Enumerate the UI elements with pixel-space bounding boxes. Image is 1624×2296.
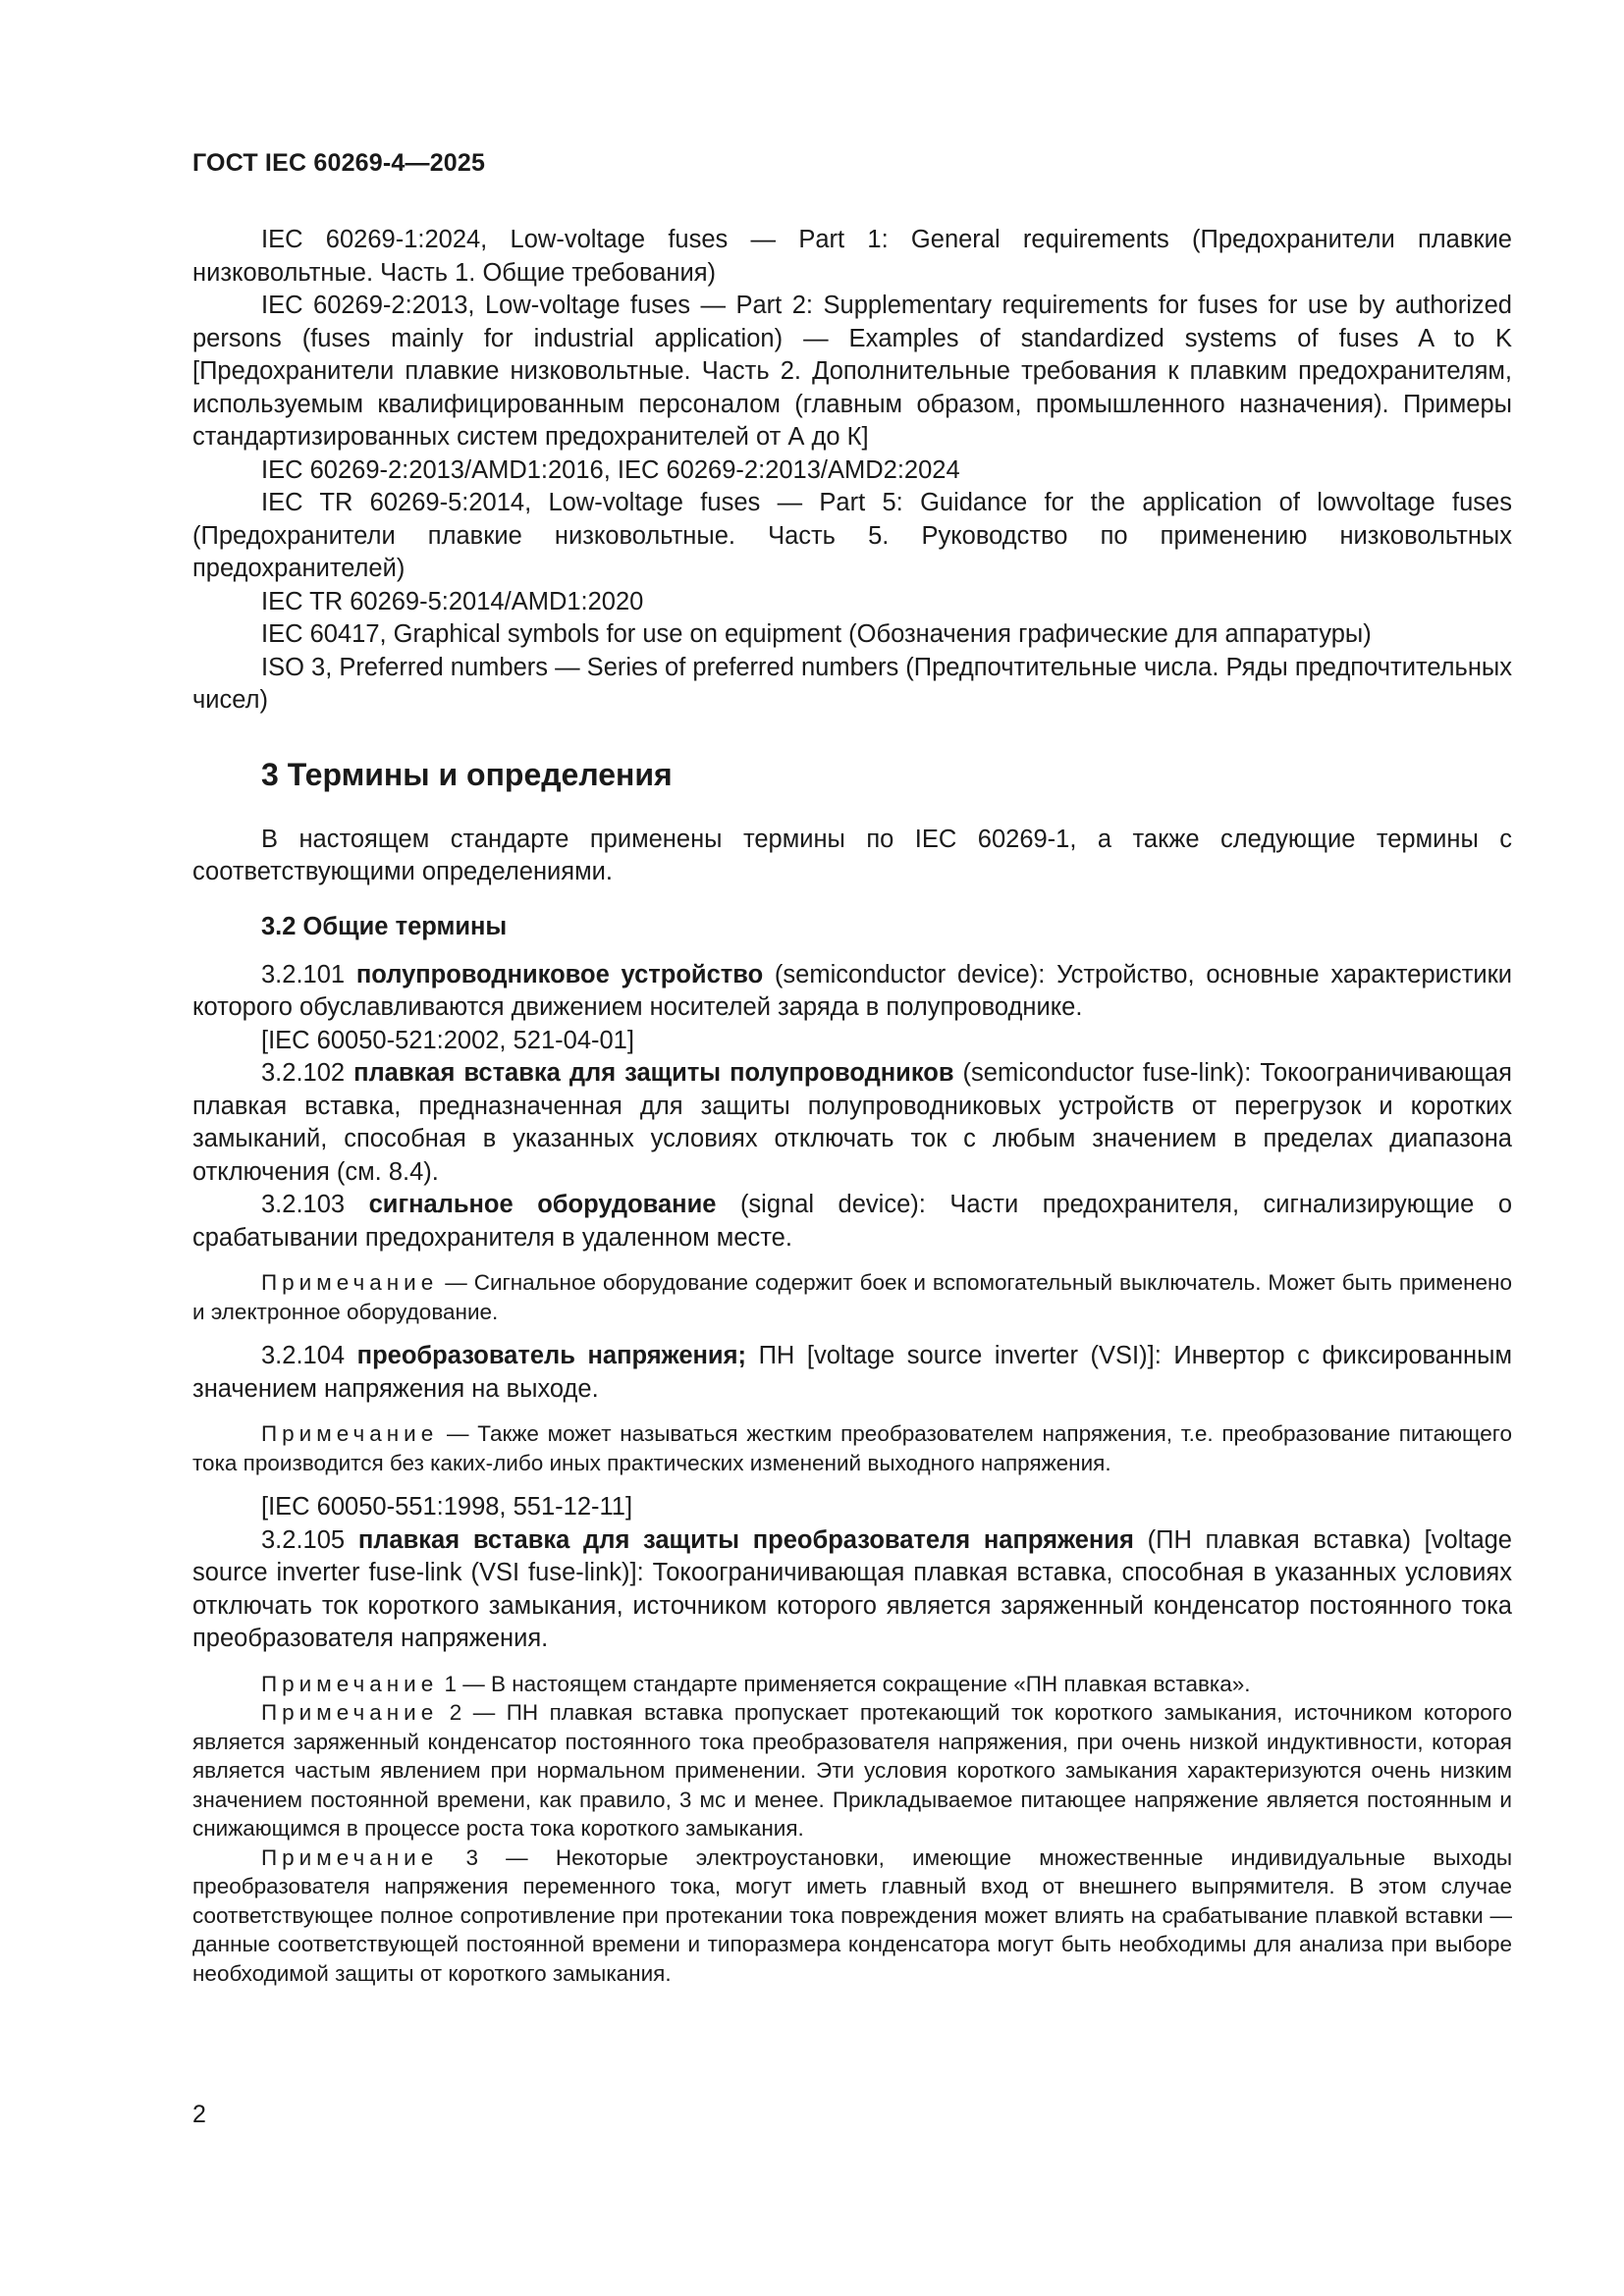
term-3-2-104 (192, 1340, 1512, 1406)
term-3-2-103 (192, 1189, 1512, 1255)
term-number: 3.2.101 (261, 960, 356, 988)
term-source: [IEC 60050-551:1998, 551-12-11] (261, 1493, 633, 1521)
reference-item: IEC TR 60269-5:2014/AMD1:2020 (261, 587, 644, 615)
term-name: плавкая вставка для защиты полупроводников (353, 1059, 954, 1087)
reference-item: ISO 3, Preferred numbers — Series of preferred numbers (Предпочтительные числа. Ряды предпочтительных чисел) (192, 653, 1512, 714)
note-text: 3 — Некоторые электроустановки, имеющие множественные индивидуальные выходы преобразователя напряжения переменного тока, могут иметь главный вход от внешнего выпрямителя. В этом случае соответствующее полное сопротивление при протекании тока повреждения может влиять на срабатывание плавкой вставки — данные соответствующей постоянной времени и типоразмера конденсатора могут быть необходимы для анализа при выборе необходимой защиты от короткого замыкания. (192, 1844, 1512, 1986)
term-name: полупроводниковое устройство (355, 960, 764, 988)
term-3-2-101 (192, 959, 1512, 1025)
note-label: Примечание (261, 1421, 439, 1446)
term-definition: (ПН плавкая вставка) [voltage source inverter fuse-link (VSI fuse-link)]: Токоограничивающая плавкая вставка, способная в указанных условиях отключать ток короткого замыкания, источником которого является заряженный конденсатор постоянного тока преобразователя напряжения. (192, 1525, 1512, 1652)
spacer (192, 794, 1512, 824)
term-number: 3.2.103 (261, 1191, 369, 1218)
term-number: 3.2.104 (261, 1342, 357, 1369)
term-source: [IEC 60050-521:2002, 521-04-01] (261, 1026, 634, 1054)
term-definition: (semiconductor device): Устройство, основные характеристики которого обуславливаются движением носителей заряда в полупроводнике. (192, 960, 1512, 1021)
term-note (192, 1670, 1512, 1699)
term-number: 3.2.105 (261, 1525, 358, 1554)
note-text: 1 — В настоящем стандарте применяется сокращение «ПН плавкая вставка». (438, 1671, 1251, 1696)
note-label: Примечание (261, 1671, 439, 1696)
term-name: преобразователь напряжения; (356, 1342, 746, 1369)
term-note (192, 1698, 1512, 1843)
page-content (192, 224, 1512, 1988)
reference-item: IEC 60269-1:2024, Low-voltage fuses — Part 1: General requirements (Предохранители плавкие низковольтные. Часть 1. Общие требования) (192, 226, 1512, 287)
note-text: 2 — ПН плавкая вставка пропускает протекающий ток короткого замыкания, источником которого является заряженный конденсатор постоянного тока преобразователя напряжения, при очень низкой индуктивности, которая является частым явлением при нормальном применении. Эти условия короткого замыкания характеризуются очень низким значением постоянной времени, как правило, 3 мс и менее. Прикладываемое питающее напряжение является постоянным и снижающимся в процессе роста тока короткого замыкания. (192, 1700, 1512, 1841)
term-note (192, 1268, 1512, 1326)
note-label: Примечание (261, 1700, 439, 1725)
subsection-title: 3.2 Общие термины (261, 912, 508, 940)
note-label: Примечание (261, 1844, 439, 1870)
term-definition: (semiconductor fuse-link): Токоограничивающая плавкая вставка, предназначенная для защиты полупроводниковых устройств от перегрузок и коротких замыканий, способная в указанных условиях отключать ток с любым значением в пределах диапазона отключения (см. 8.4). (192, 1059, 1512, 1186)
term-note (192, 1419, 1512, 1477)
page-number: 2 (192, 2101, 206, 2128)
section-intro: В настоящем стандарте применены термины по IEC 60269-1, а также следующие термины с соответствующими определениями. (192, 825, 1512, 885)
term-note (192, 1843, 1512, 1989)
reference-item: IEC TR 60269-5:2014, Low-voltage fuses — Part 5: Guidance for the application of lowvoltage fuses (Предохранители плавкие низковольтные. Часть 5. Руководство по применению низковольтных предохранителей) (192, 489, 1512, 582)
document-header: ГОСТ IEC 60269-4—2025 (192, 149, 486, 177)
term-definition: ПН [voltage source inverter (VSI)]: Инвертор с фиксированным значением напряжения на выходе. (192, 1342, 1512, 1403)
term-3-2-102 (192, 1057, 1512, 1189)
normative-references (192, 224, 1512, 718)
note-label: Примечание (261, 1270, 439, 1295)
term-3-2-105 (192, 1524, 1512, 1656)
term-name: плавкая вставка для защиты преобразователя напряжения (357, 1525, 1134, 1554)
note-text: — Сигнальное оборудование содержит боек и вспомогательный выключатель. Может быть применено и электронное оборудование. (192, 1270, 1512, 1324)
reference-item: IEC 60269-2:2013, Low-voltage fuses — Part 2: Supplementary requirements for fuses for use by authorized persons (fuses mainly for industrial application) — Examples of standardized systems of fuses A to K [Предохранители плавкие низковольтные. Часть 2. Дополнительные требования к плавким предохранителям, используемым квалифицированным персоналом (главным образом, промышленного назначения). Примеры стандартизированных систем предохранителей от А до К] (192, 292, 1512, 451)
term-number: 3.2.102 (261, 1059, 354, 1087)
term-definition: (signal device): Части предохранителя, сигнализирующие о срабатывании предохранителя в удаленном месте. (192, 1191, 1513, 1252)
term-name: сигнальное оборудование (368, 1191, 717, 1218)
reference-item: IEC 60417, Graphical symbols for use on equipment (Обозначения графические для аппаратуры) (261, 620, 1372, 648)
reference-item: IEC 60269-2:2013/AMD1:2016, IEC 60269-2:2013/AMD2:2024 (261, 455, 960, 484)
section-title: 3 Термины и определения (261, 756, 673, 792)
note-text: — Также может называться жестким преобразователем напряжения, т.е. преобразование питающего тока производится без каких-либо иных практических изменений выходного напряжения. (192, 1421, 1512, 1475)
